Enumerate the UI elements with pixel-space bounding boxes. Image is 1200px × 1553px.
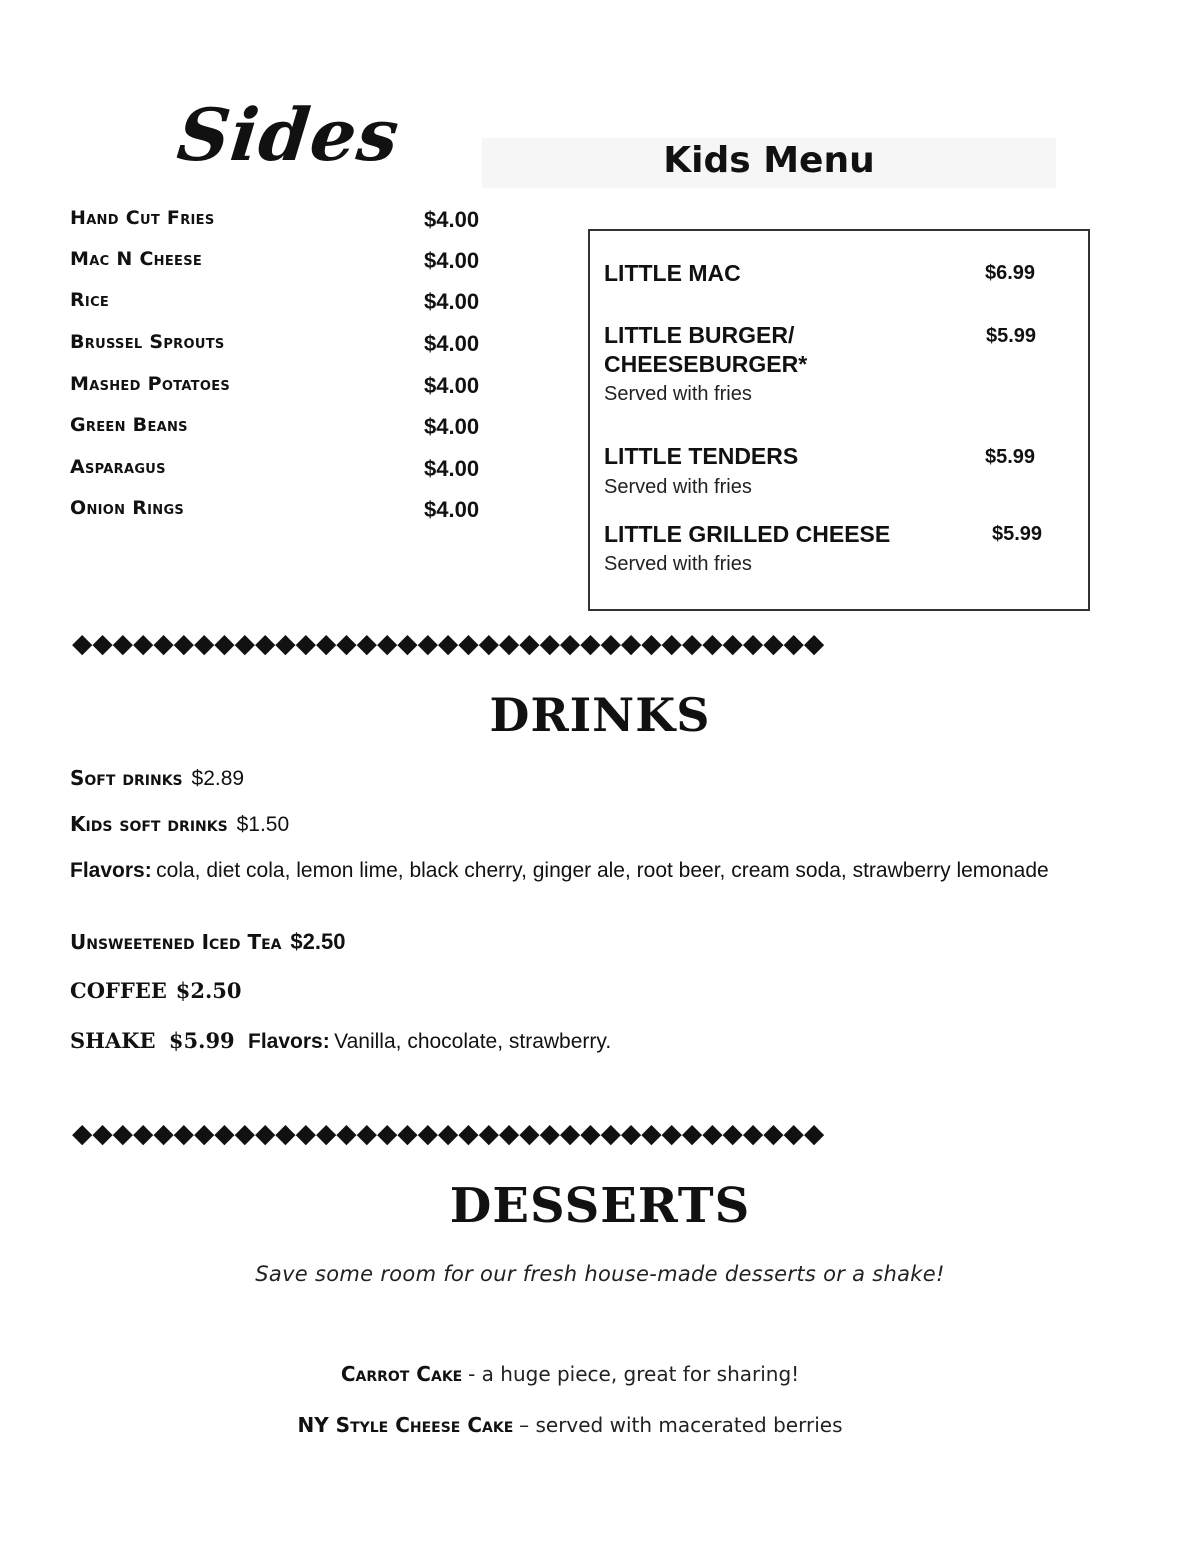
kids-item-name: LITTLE GRILLED CHEESE: [604, 521, 891, 547]
drink-name: Soft drinks: [70, 766, 183, 790]
diamond-divider: ◆◆◆◆◆◆◆◆◆◆◆◆◆◆◆◆◆◆◆◆◆◆◆◆◆◆◆◆◆◆◆◆◆◆◆◆◆: [72, 628, 825, 659]
kids-item-name: LITTLE TENDERS: [604, 443, 799, 469]
sides-title: Sides: [173, 92, 404, 177]
side-name: Asparagus: [70, 456, 166, 478]
kids-item-note: Served with fries: [604, 476, 752, 498]
drink-coffee: [70, 978, 242, 1003]
kids-item-name: CHEESEBURGER*: [604, 351, 808, 377]
drink-name: SHAKE: [70, 1028, 156, 1053]
list-item: [70, 456, 500, 486]
drink-price: $2.50: [290, 929, 346, 954]
list-item: [70, 497, 500, 527]
side-price: $4.00: [424, 248, 480, 273]
side-name: Onion Rings: [70, 497, 185, 519]
side-price: $4.00: [424, 331, 480, 356]
drink-name: COFFEE: [70, 978, 167, 1003]
drink-flavors: [70, 856, 1080, 887]
list-item: [70, 373, 500, 403]
kids-item-price: $6.99: [985, 262, 1036, 284]
dessert-desc: - a huge piece, great for sharing!: [468, 1362, 800, 1386]
side-name: Green Beans: [70, 414, 188, 436]
drink-kids-soft: [70, 812, 289, 837]
list-item: [70, 331, 500, 361]
dessert-item: [0, 1413, 1140, 1438]
flavors-label: Flavors:: [70, 859, 152, 882]
flavors-text: Vanilla, chocolate, strawberry.: [334, 1030, 612, 1053]
drink-soft: [70, 766, 244, 791]
kids-item-price: $5.99: [986, 325, 1037, 347]
side-name: Rice: [70, 289, 110, 311]
kids-menu-title: Kids Menu: [663, 140, 875, 181]
drink-tea: [70, 929, 345, 955]
list-item: [70, 207, 500, 237]
drink-price: $2.89: [191, 767, 245, 790]
list-item: [70, 248, 500, 278]
list-item: [70, 289, 500, 319]
dessert-name: Carrot Cake: [340, 1362, 463, 1386]
side-price: $4.00: [424, 207, 480, 232]
drink-name: Unsweetened Iced Tea: [70, 930, 282, 954]
drink-price: $2.50: [175, 978, 242, 1003]
kids-item-note: Served with fries: [604, 383, 752, 405]
diamond-divider: ◆◆◆◆◆◆◆◆◆◆◆◆◆◆◆◆◆◆◆◆◆◆◆◆◆◆◆◆◆◆◆◆◆◆◆◆◆: [72, 1118, 825, 1149]
drink-name: Kids soft drinks: [70, 812, 228, 836]
dessert-item: [0, 1362, 1140, 1387]
desserts-tagline: Save some room for our fresh house-made desserts or a shake!: [255, 1262, 945, 1286]
side-name: Brussel Sprouts: [70, 331, 225, 353]
desserts-title: DESSERTS: [449, 1178, 751, 1234]
kids-item-name: LITTLE MAC: [604, 260, 741, 286]
kids-item-price: $5.99: [992, 523, 1043, 545]
dessert-name: NY Style Cheese Cake: [297, 1413, 514, 1437]
drink-price: $5.99: [168, 1028, 235, 1053]
drinks-title: DRINKS: [489, 688, 711, 742]
drink-price: $1.50: [236, 813, 290, 836]
side-name: Hand Cut Fries: [70, 207, 215, 229]
kids-item-price: $5.99: [985, 446, 1036, 468]
flavors-text: cola, diet cola, lemon lime, black cherry, ginger ale, root beer, cream soda, strawberry lemonade: [156, 859, 1049, 882]
side-price: $4.00: [424, 456, 480, 481]
side-price: $4.00: [424, 414, 480, 439]
kids-item-name: LITTLE BURGER/: [604, 322, 795, 348]
flavors-label: Flavors:: [248, 1030, 330, 1053]
kids-item-note: Served with fries: [604, 553, 752, 575]
dessert-desc: – served with macerated berries: [519, 1413, 843, 1437]
side-price: $4.00: [424, 497, 480, 522]
list-item: [70, 414, 500, 444]
drink-shake: [70, 1028, 611, 1054]
side-name: Mashed Potatoes: [70, 373, 231, 395]
side-price: $4.00: [424, 373, 480, 398]
side-name: Mac N Cheese: [70, 248, 203, 270]
side-price: $4.00: [424, 289, 480, 314]
